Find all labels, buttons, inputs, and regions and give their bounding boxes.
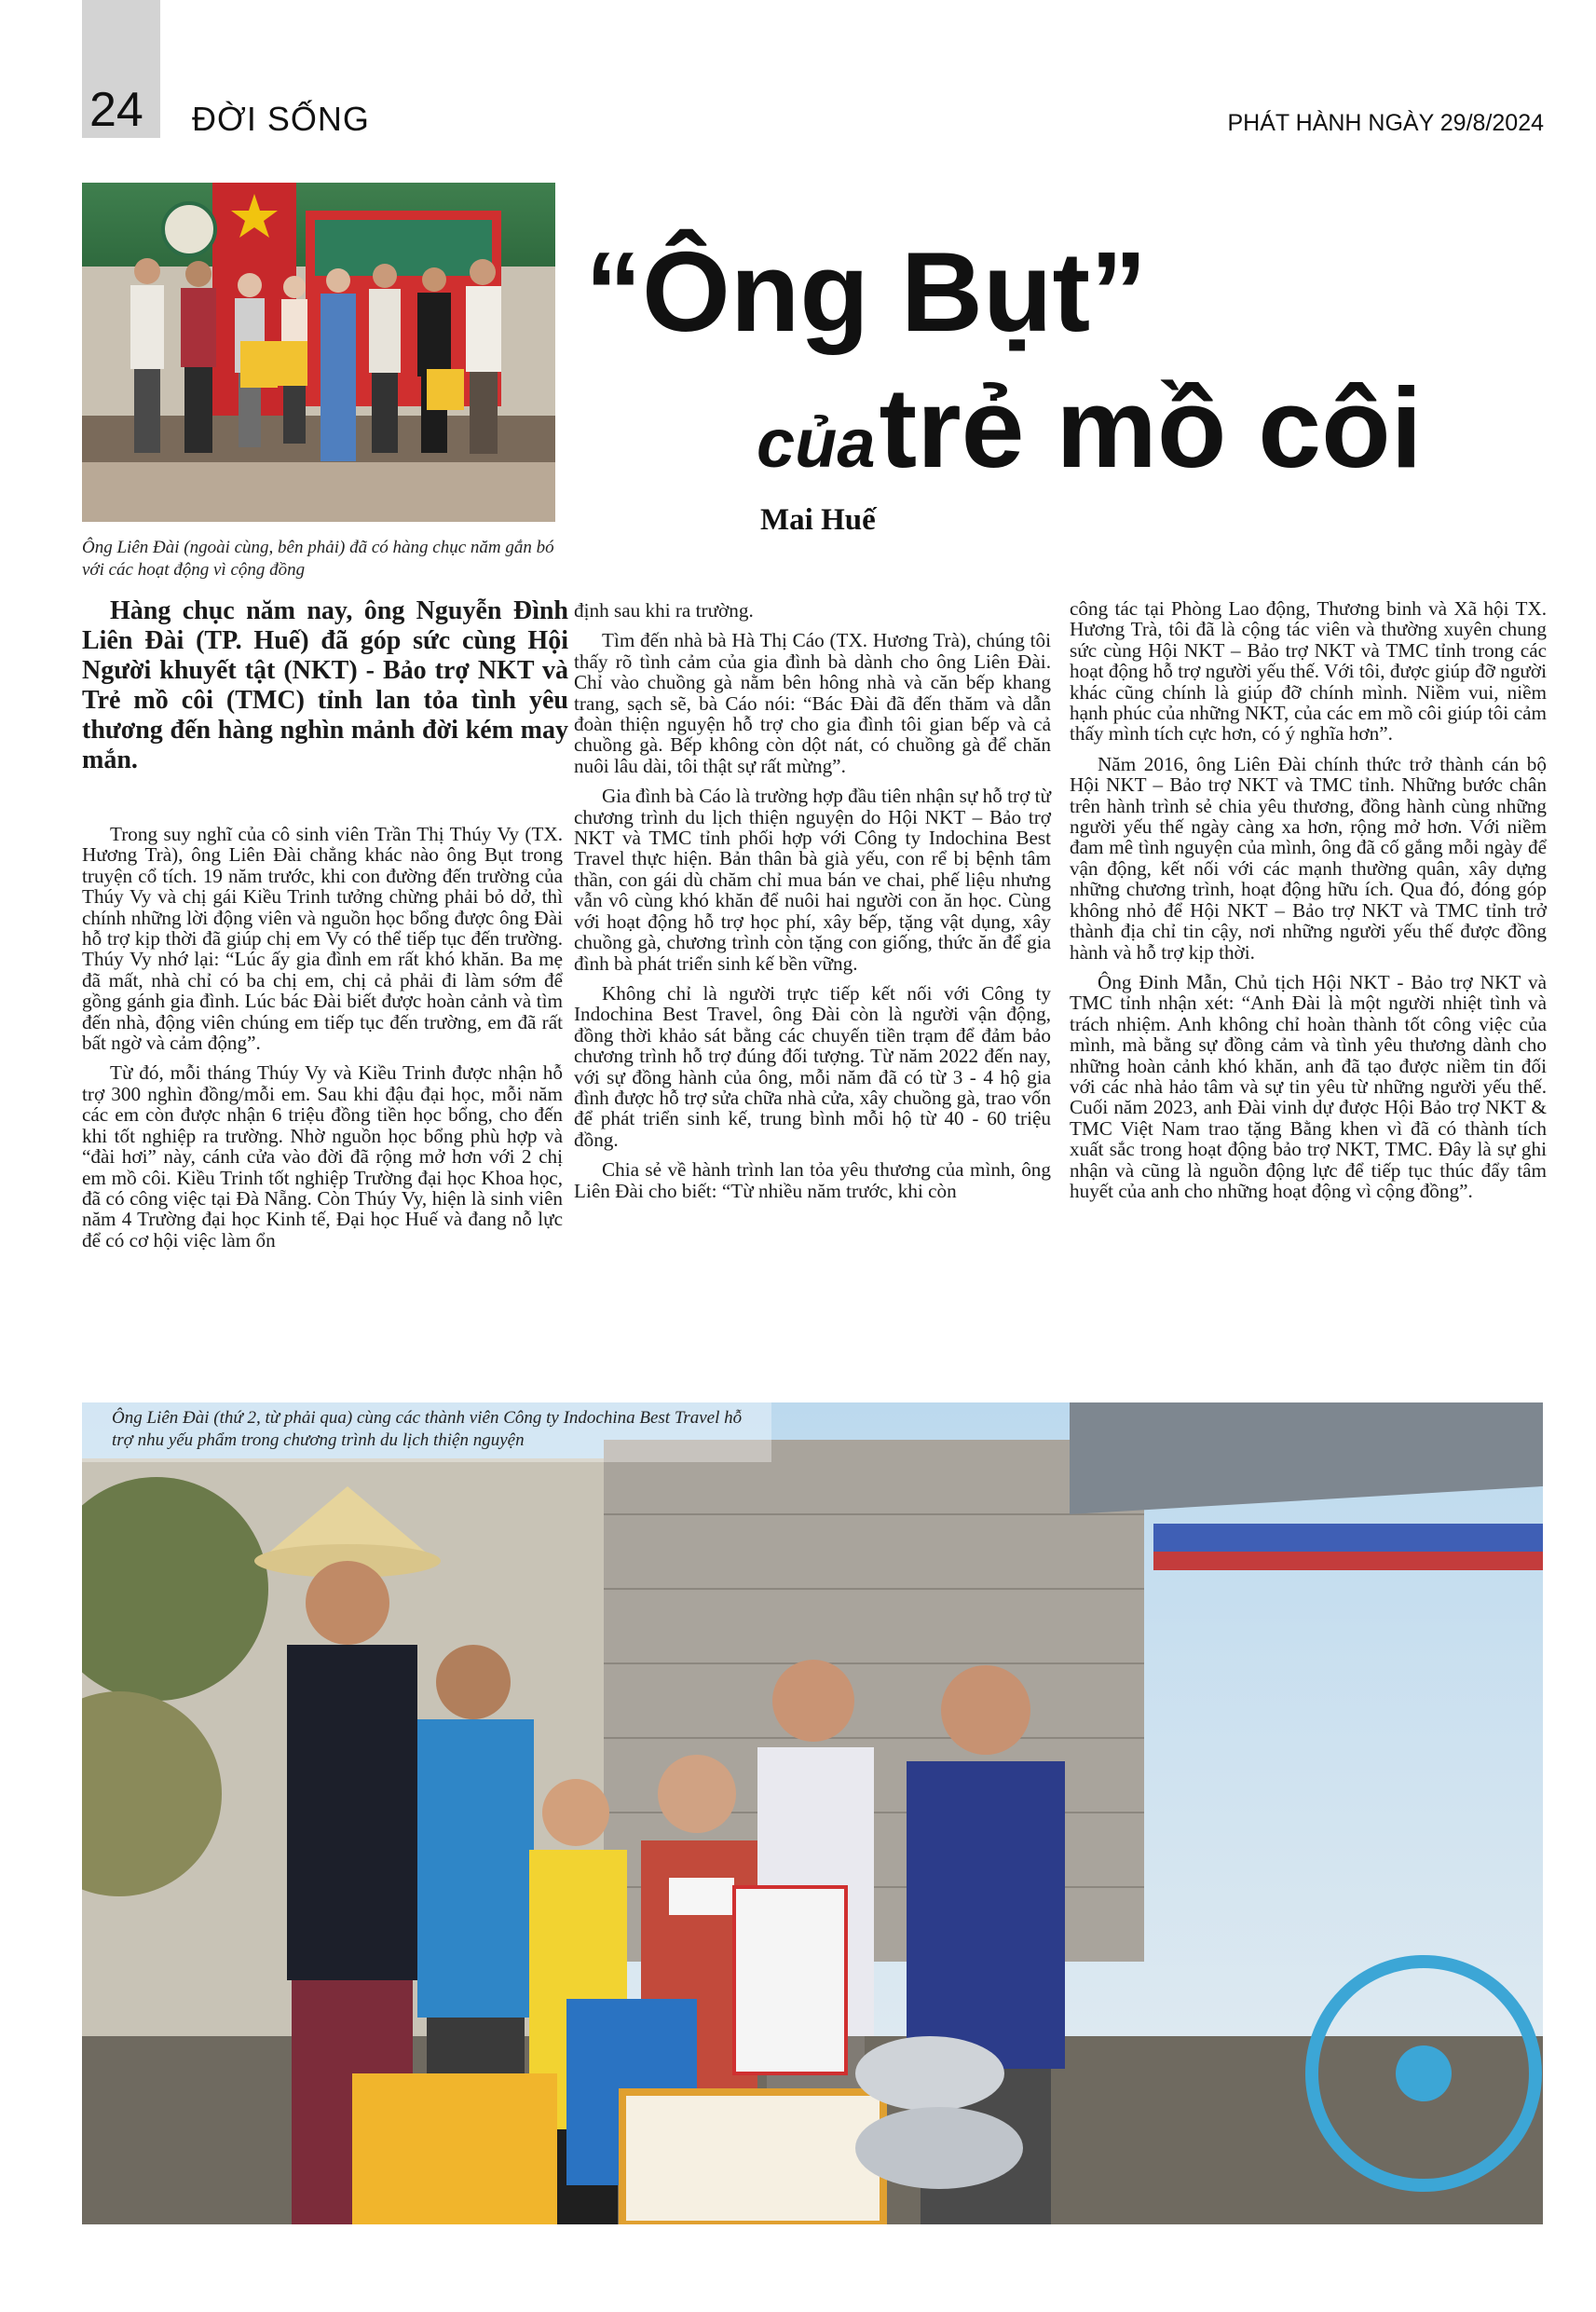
article-column-2 [574,600,1051,1211]
paragraph: công tác tại Phòng Lao động, Thương binh và Xã hội TX. Hương Trà, tôi đã là cộng tác viên và thường xuyên chung sức cùng Hội NKT – Bảo trợ NKT và TMC tỉnh trong các hoạt động hỗ trợ người yếu thế. Với tôi, được giúp đỡ người khác cũng chính là giúp đỡ chính mình. Niềm vui, niềm hạnh phúc của những NKT, của các em mồ côi giúp tôi cảm thấy mình tích cực hơn, có ý nghĩa hơn”. [1070,597,1547,746]
paragraph: Không chỉ là người trực tiếp kết nối với Công ty Indochina Best Travel, ông Đài còn là người vận động, đồng thời khảo sát bằng các chuyến tiền trạm để đảm bảo chương trình hỗ trợ đúng đối tượng. Từ năm 2022 đến nay, với sự đồng hành của ông, mỗi năm đã có từ 3 - 4 hộ gia đình được hỗ trợ sửa chữa nhà cửa, xây chuồng gà, trao vốn để phát triển sinh kế, trung bình mỗi hộ từ 40 - 60 triệu đồng. [574,981,1051,1151]
top-photo-caption: Ông Liên Đài (ngoài cùng, bên phải) đã có hàng chục năm gắn bó với các hoạt động vì cộng đồng [82,538,554,580]
top-photo [82,183,555,522]
paragraph: định sau khi ra trường. [574,599,754,622]
paragraph: Năm 2016, ông Liên Đài chính thức trở thành cán bộ Hội NKT – Bảo trợ NKT và TMC tỉnh. Những bước chân trên hành trình sẻ chia yêu thương, đồng hành cùng những người yếu thế ngày càng xa hơn, rộng mở hơn. Với niềm đam mê tình nguyện của mình, ông đã cố gắng mỗi ngày để vận động, kết nối với các mạnh thường quân, xây dựng những chương trình, hoạt động hữu ích. Qua đó, đóng góp không nhỏ để Hội NKT – Bảo trợ NKT và TMC tỉnh trở thành địa chỉ tin cậy, nơi những người yếu thế được đồng hành và hỗ trợ kịp thời. [1070,752,1547,964]
paragraph: Tìm đến nhà bà Hà Thị Cáo (TX. Hương Trà), chúng tôi thấy rõ tình cảm của gia đình bà dành cho ông Liên Đài. Chỉ vào chuồng gà nằm bên hông nhà và căn bếp khang trang, sạch sẽ, bà Cáo nói: “Bác Đài đã đến thăm và dẫn đoàn thiện nguyện hỗ trợ cho gia đình tôi gian bếp và cả chuồng gà. Bếp không còn dột nát, có chuồng gà để chăn nuôi lâu dài, tôi thật sự rất mừng”. [574,629,1051,777]
article-title-main: trẻ mồ côi [879,364,1423,491]
article-column-1 [82,824,563,1260]
bottom-photo-caption: Ông Liên Đài (thứ 2, từ phải qua) cùng các thành viên Công ty Indochina Best Travel hỗ trợ nhu yếu phẩm trong chương trình du lịch thiện nguyện [112,1408,743,1450]
article-column-3 [1070,598,1547,1211]
paragraph: Chia sẻ về hành trình lan tỏa yêu thương của mình, ông Liên Đài cho biết: “Từ nhiều năm trước, khi còn [574,1158,1051,1202]
issue-date: PHÁT HÀNH NGÀY 29/8/2024 [1227,110,1544,136]
paragraph: Gia đình bà Cáo là trường hợp đầu tiên nhận sự hỗ trợ từ chương trình du lịch thiện nguyện do Hội NKT – Bảo trợ NKT và TMC tỉnh phối hợp với Công ty Indochina Best Travel thực hiện. Bản thân bà già yếu, con rể bị bệnh tâm thần, con gái dù chăm chỉ mua bán ve chai, phế liệu nhưng vẫn vô cùng khó khăn để nuôi hai người con ăn học. Cùng với hoạt động hỗ trợ học phí, xây bếp, tặng vật dụng, xây chuồng gà, chương trình còn tặng con giống, thức ăn để gia đình bà phát triển sinh kế bền vững. [574,785,1051,975]
article-lead: Hàng chục năm nay, ông Nguyễn Đình Liên Đài (TP. Huế) đã góp sức cùng Hội Người khuyết tật (NKT) - Bảo trợ NKT và Trẻ mồ côi (TMC) tỉnh lan tỏa tình yêu thương đến hàng nghìn mảnh đời kém may mắn. [82,596,568,774]
paragraph: Trong suy nghĩ của cô sinh viên Trần Thị Thúy Vy (TX. Hương Trà), ông Liên Đài chẳng khác nào ông Bụt trong truyện cổ tích. 19 năm trước, khi con đường đến trường của Thúy Vy và chị gái Kiều Trinh tưởng chừng phải bỏ dở, thì chính những lời động viên và nguồn học bổng được ông Đài hỗ trợ kịp thời đã giúp chị em Vy có thể tiếp tục đến trường. Thúy Vy nhớ lại: “Lúc ấy gia đình em rất khó khăn. Ba mẹ đã mất, nhà chỉ có ba chị em, chị cả phải đi làm sớm để gồng gánh gia đình. Lúc bác Đài biết được hoàn cảnh và tìm đến nhà, động viên chúng em tiếp tục đến trường, em đã rất bất ngờ và cảm động”. [82,823,563,1055]
article-title-line2 [757,364,1423,491]
page-number: 24 [89,83,143,137]
paragraph: Ông Đinh Mẫn, Chủ tịch Hội NKT - Bảo trợ NKT và TMC tỉnh nhận xét: “Anh Đài là một người nhiệt tình và trách nhiệm. Anh không chỉ hoàn thành tốt công việc của mình, mà bằng sự đồng cảm và tình yêu thương dành cho những hoàn cảnh khó khăn, anh đã tạo được niềm tin đối với các nhà hảo tâm và sự tin yêu từ những người yếu thế. Cuối năm 2023, anh Đài vinh dự được Hội Bảo trợ NKT & TMC Việt Nam trao tặng Bằng khen vì đã có thành tích xuất sắc trong hoạt động bảo trợ NKT, TMC. Đây là sự ghi nhận và cũng là nguồn động lực để tiếp tục thúc đẩy tâm huyết của anh cho những hoạt động vì cộng đồng”. [1070,970,1547,1202]
section-title: ĐỜI SỐNG [192,100,370,138]
bottom-photo [82,1402,1543,2224]
paragraph: Từ đó, mỗi tháng Thúy Vy và Kiều Trinh được nhận hỗ trợ 300 nghìn đồng/mỗi em. Sau khi đậu đại học, mỗi năm các em còn được nhận 6 triệu đồng tiền học bổng, cho đến khi tốt nghiệp ra trường. Nhờ nguồn học bổng phù hợp và “đài hơi” này, cánh cửa vào đời đã rộng mở hơn với 2 chị em mồ côi. Kiều Trinh tốt nghiệp Trường đại học Khoa học, đã có công việc tại Đà Nẵng. Còn Thúy Vy, hiện là sinh viên năm 4 Trường đại học Kinh tế, Đại học Huế và đang nỗ lực để có cơ hội việc làm ổn [82,1061,563,1252]
article-title-italic-word: của [757,404,876,482]
article-title-line1: “Ông Bụt” [585,228,1148,355]
article-author: Mai Huế [760,503,876,537]
top-photo-image [82,183,555,522]
bottom-photo-image [82,1402,1543,2224]
